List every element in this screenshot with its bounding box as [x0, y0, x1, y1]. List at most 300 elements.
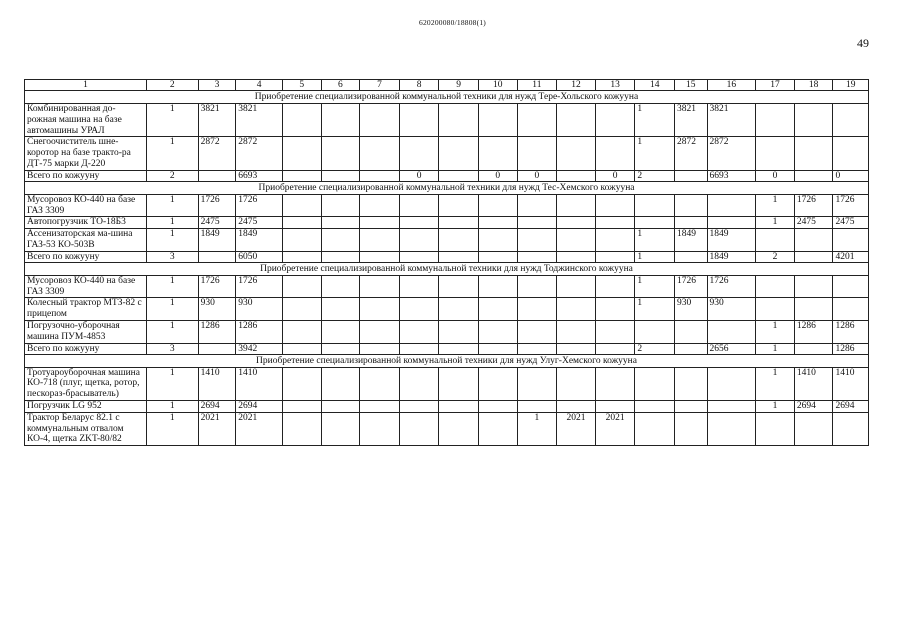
table-cell: [321, 229, 360, 252]
table-cell: [557, 217, 596, 229]
table-cell: 1: [146, 298, 198, 321]
table-cell: [399, 367, 439, 400]
table-cell: 1849: [236, 229, 283, 252]
table-cell: [399, 400, 439, 412]
table-cell: 930: [707, 298, 756, 321]
table-cell: [517, 298, 557, 321]
table-cell: 1: [146, 320, 198, 343]
row-label: Мусоровоз КО-440 на базе ГАЗ 3309: [25, 194, 147, 217]
table-cell: 1: [756, 217, 795, 229]
table-cell: [399, 275, 439, 298]
table-row: [25, 320, 869, 343]
table-cell: [439, 229, 479, 252]
table-cell: 2694: [794, 400, 833, 412]
table-cell: [399, 217, 439, 229]
document-id: 620200080/18808(1): [419, 18, 486, 27]
table-cell: 1726: [236, 275, 283, 298]
column-header: 1: [25, 80, 147, 91]
table-cell: 2021: [198, 412, 236, 445]
table-cell: [321, 343, 360, 354]
table-cell: [321, 298, 360, 321]
table-cell: 3821: [236, 104, 283, 137]
table-cell: [439, 320, 479, 343]
table-cell: [557, 343, 596, 354]
column-header: 17: [756, 80, 795, 91]
table-cell: 1: [756, 400, 795, 412]
table-cell: [756, 275, 795, 298]
table-body: [25, 80, 869, 446]
table-cell: [478, 194, 517, 217]
table-cell: [557, 275, 596, 298]
table-cell: [198, 251, 236, 262]
column-header: 8: [399, 80, 439, 91]
table-cell: [635, 194, 675, 217]
total-row: [25, 343, 869, 354]
table-cell: [595, 137, 635, 170]
table-cell: 930: [675, 298, 708, 321]
table-cell: 0: [399, 170, 439, 181]
table-cell: [360, 343, 400, 354]
table-cell: [557, 229, 596, 252]
column-header: 13: [595, 80, 635, 91]
table-cell: 4201: [833, 251, 869, 262]
table-cell: 1: [635, 298, 675, 321]
table-cell: 1: [756, 194, 795, 217]
table-cell: 0: [478, 170, 517, 181]
table-cell: 2872: [236, 137, 283, 170]
column-header: 15: [675, 80, 708, 91]
table-cell: [478, 412, 517, 445]
table-row: [25, 367, 869, 400]
table-cell: [321, 194, 360, 217]
table-cell: [478, 343, 517, 354]
table-cell: [675, 170, 708, 181]
table-cell: 2021: [595, 412, 635, 445]
table-cell: [321, 275, 360, 298]
table-cell: 1410: [833, 367, 869, 400]
table-cell: [557, 104, 596, 137]
table-cell: [517, 400, 557, 412]
table-cell: [399, 104, 439, 137]
table-cell: 2: [146, 170, 198, 181]
table-cell: 2475: [794, 217, 833, 229]
table-cell: [478, 400, 517, 412]
table-cell: [794, 298, 833, 321]
table-cell: [756, 104, 795, 137]
table-cell: [675, 194, 708, 217]
page-number: 49: [857, 36, 869, 50]
table-cell: [595, 275, 635, 298]
table-cell: [707, 412, 756, 445]
table-cell: 2: [756, 251, 795, 262]
table-cell: [517, 194, 557, 217]
table-cell: [675, 217, 708, 229]
table-cell: [321, 104, 360, 137]
table-cell: [321, 400, 360, 412]
table-cell: 1: [756, 367, 795, 400]
table-cell: [557, 194, 596, 217]
table-cell: [321, 137, 360, 170]
table-cell: 1726: [198, 194, 236, 217]
table-cell: [478, 298, 517, 321]
table-cell: [198, 343, 236, 354]
table-cell: [360, 412, 400, 445]
data-table: [24, 79, 869, 446]
table-cell: [439, 275, 479, 298]
table-cell: 1726: [236, 194, 283, 217]
table-cell: [517, 320, 557, 343]
table-cell: [321, 170, 360, 181]
table-cell: [794, 251, 833, 262]
table-row: [25, 412, 869, 445]
row-label: Комбинированная до-рожная машина на базе автомашины УРАЛ: [25, 104, 147, 137]
table-cell: [756, 412, 795, 445]
table-cell: 1: [146, 367, 198, 400]
table-cell: [635, 320, 675, 343]
table-cell: [360, 320, 400, 343]
table-cell: 2021: [236, 412, 283, 445]
table-cell: 6693: [236, 170, 283, 181]
column-header: 7: [360, 80, 400, 91]
table-cell: [282, 104, 321, 137]
column-header: 10: [478, 80, 517, 91]
table-cell: [833, 275, 869, 298]
row-label: Колесный трактор МТЗ-82 с прицепом: [25, 298, 147, 321]
table-cell: [321, 217, 360, 229]
table-cell: [282, 412, 321, 445]
row-label: Всего по кожууну: [25, 170, 147, 181]
table-cell: [399, 137, 439, 170]
table-row: [25, 104, 869, 137]
table-cell: [595, 104, 635, 137]
table-cell: [517, 251, 557, 262]
table-cell: [282, 320, 321, 343]
table-cell: [557, 137, 596, 170]
table-cell: 930: [198, 298, 236, 321]
table-cell: [517, 343, 557, 354]
table-cell: 3821: [707, 104, 756, 137]
table-cell: [321, 412, 360, 445]
table-cell: 1726: [198, 275, 236, 298]
table-cell: [282, 217, 321, 229]
table-cell: 1726: [707, 275, 756, 298]
column-header: 5: [282, 80, 321, 91]
table-row: [25, 298, 869, 321]
table-cell: [833, 412, 869, 445]
table-cell: [595, 298, 635, 321]
table-cell: [282, 367, 321, 400]
table-cell: 1849: [675, 229, 708, 252]
total-row: [25, 170, 869, 181]
table-cell: 1410: [794, 367, 833, 400]
table-cell: [282, 343, 321, 354]
table-cell: [478, 229, 517, 252]
table-cell: [282, 194, 321, 217]
table-cell: 2475: [198, 217, 236, 229]
table-cell: [282, 170, 321, 181]
table-cell: [833, 137, 869, 170]
table-cell: [794, 229, 833, 252]
table-cell: [756, 298, 795, 321]
table-cell: [517, 137, 557, 170]
table-cell: [439, 298, 479, 321]
table-cell: [595, 367, 635, 400]
table-cell: 2694: [236, 400, 283, 412]
table-cell: 1: [756, 343, 795, 354]
table-cell: [707, 217, 756, 229]
column-header: 19: [833, 80, 869, 91]
table-cell: 0: [517, 170, 557, 181]
table-cell: [794, 137, 833, 170]
table-cell: 2475: [833, 217, 869, 229]
column-header: 16: [707, 80, 756, 91]
table-cell: [557, 170, 596, 181]
table-cell: [707, 194, 756, 217]
table-cell: 1: [146, 217, 198, 229]
table-cell: [635, 412, 675, 445]
table-cell: [675, 320, 708, 343]
table-cell: 2021: [557, 412, 596, 445]
table-cell: 2872: [707, 137, 756, 170]
table-cell: [517, 217, 557, 229]
row-label: Всего по кожууну: [25, 251, 147, 262]
table-cell: 1: [635, 104, 675, 137]
column-header: 4: [236, 80, 283, 91]
table-cell: [635, 400, 675, 412]
table-cell: [399, 194, 439, 217]
table-cell: 1286: [198, 320, 236, 343]
column-header: 2: [146, 80, 198, 91]
table-cell: [439, 104, 479, 137]
table-cell: 0: [833, 170, 869, 181]
table-cell: 1286: [833, 320, 869, 343]
table-cell: 1286: [236, 320, 283, 343]
column-header: 11: [517, 80, 557, 91]
table-cell: [595, 343, 635, 354]
column-header-row: [25, 80, 869, 91]
table-cell: [439, 251, 479, 262]
table-cell: 6693: [707, 170, 756, 181]
table-cell: 2872: [675, 137, 708, 170]
table-row: [25, 400, 869, 412]
table-cell: [517, 275, 557, 298]
row-label: Тротуароуборочная машина КО-718 (плуг, щетка, ротор, пескораз-брасыватель): [25, 367, 147, 400]
table-cell: 3821: [675, 104, 708, 137]
table-cell: [439, 412, 479, 445]
table-cell: [478, 251, 517, 262]
table-cell: [707, 320, 756, 343]
table-cell: [675, 343, 708, 354]
table-cell: [439, 367, 479, 400]
table-cell: 1849: [198, 229, 236, 252]
table-cell: 1849: [707, 229, 756, 252]
table-cell: [321, 320, 360, 343]
table-cell: 1: [517, 412, 557, 445]
column-header: 12: [557, 80, 596, 91]
table-cell: [282, 251, 321, 262]
table-row: [25, 229, 869, 252]
table-cell: 930: [236, 298, 283, 321]
table-cell: [439, 400, 479, 412]
column-header: 14: [635, 80, 675, 91]
table-cell: 1: [146, 412, 198, 445]
section-title-row: [25, 262, 869, 275]
table-row: [25, 194, 869, 217]
table-cell: 3821: [198, 104, 236, 137]
table-cell: 0: [756, 170, 795, 181]
table-cell: 1726: [675, 275, 708, 298]
table-cell: 1: [635, 251, 675, 262]
table-cell: [282, 400, 321, 412]
table-cell: [478, 217, 517, 229]
table-cell: 0: [595, 170, 635, 181]
table-cell: [282, 298, 321, 321]
table-cell: 1: [146, 137, 198, 170]
section-title-row: [25, 181, 869, 194]
table-cell: [439, 217, 479, 229]
table-cell: [399, 343, 439, 354]
table-cell: [360, 251, 400, 262]
table-cell: [360, 217, 400, 229]
table-cell: [439, 170, 479, 181]
table-cell: 1726: [794, 194, 833, 217]
table-cell: [321, 251, 360, 262]
table-cell: 3: [146, 251, 198, 262]
table-cell: [794, 343, 833, 354]
table-cell: [360, 367, 400, 400]
table-cell: [756, 229, 795, 252]
table-cell: 1410: [236, 367, 283, 400]
row-label: Погрузочно-уборочная машина ПУМ-4853: [25, 320, 147, 343]
section-title-row: [25, 354, 869, 367]
section-title: Приобретение специализированной коммунальной техники для нужд Тере-Хольского кожууна: [25, 91, 869, 104]
table-cell: [557, 251, 596, 262]
table-cell: [360, 104, 400, 137]
table-cell: [794, 170, 833, 181]
table-cell: [635, 217, 675, 229]
table-cell: [756, 137, 795, 170]
table-cell: [675, 251, 708, 262]
table-cell: [595, 229, 635, 252]
table-cell: 6050: [236, 251, 283, 262]
column-header: 3: [198, 80, 236, 91]
column-header: 18: [794, 80, 833, 91]
table-cell: [360, 400, 400, 412]
table-row: [25, 275, 869, 298]
row-label: Снегоочиститель шне-коротор на базе тракто-ра ДТ-75 марки Д-220: [25, 137, 147, 170]
row-label: Автопогрузчик ТО-18Б3: [25, 217, 147, 229]
table-cell: [198, 170, 236, 181]
column-header: 9: [439, 80, 479, 91]
table-cell: 1286: [794, 320, 833, 343]
table-cell: [282, 137, 321, 170]
table-cell: [833, 104, 869, 137]
table-cell: [517, 229, 557, 252]
table-cell: [399, 251, 439, 262]
table-cell: 2: [635, 343, 675, 354]
table-cell: [557, 400, 596, 412]
table-cell: [439, 137, 479, 170]
section-title: Приобретение специализированной коммунальной техники для нужд Тоджинского кожууна: [25, 262, 869, 275]
table-cell: [399, 229, 439, 252]
row-label: Мусоровоз КО-440 на базе ГАЗ 3309: [25, 275, 147, 298]
table-cell: 2694: [198, 400, 236, 412]
table-cell: 1: [146, 275, 198, 298]
section-title: Приобретение специализированной коммунальной техники для нужд Тес-Хемского кожууна: [25, 181, 869, 194]
table-cell: 2475: [236, 217, 283, 229]
table-cell: [557, 367, 596, 400]
table-cell: [635, 367, 675, 400]
row-label: Всего по кожууну: [25, 343, 147, 354]
table-cell: [707, 367, 756, 400]
table-cell: [360, 275, 400, 298]
table-cell: 1286: [833, 343, 869, 354]
table-cell: [517, 367, 557, 400]
table-row: [25, 217, 869, 229]
table-cell: [517, 104, 557, 137]
table-cell: 2: [635, 170, 675, 181]
table-cell: [833, 298, 869, 321]
table-cell: [478, 320, 517, 343]
row-label: Трактор Беларус 82.1 с коммунальным отвалом КО-4, щетка ZKT-80/82: [25, 412, 147, 445]
table-cell: [794, 412, 833, 445]
table-cell: 1849: [707, 251, 756, 262]
table-cell: [794, 104, 833, 137]
table-cell: [595, 400, 635, 412]
table-cell: [595, 251, 635, 262]
table-cell: 1: [146, 104, 198, 137]
table-cell: [282, 229, 321, 252]
table-cell: [478, 275, 517, 298]
table-cell: 2872: [198, 137, 236, 170]
table-cell: [595, 217, 635, 229]
table-cell: [595, 320, 635, 343]
column-header: 6: [321, 80, 360, 91]
table-cell: [478, 367, 517, 400]
section-title-row: [25, 91, 869, 104]
table-cell: 1: [146, 194, 198, 217]
table-cell: 1: [756, 320, 795, 343]
table-cell: [557, 320, 596, 343]
table-cell: 1726: [833, 194, 869, 217]
table-cell: [439, 343, 479, 354]
row-label: Ассенизаторская ма-шина ГАЗ-53 КО-503В: [25, 229, 147, 252]
table-cell: 1: [146, 400, 198, 412]
table-cell: [478, 137, 517, 170]
table-cell: [833, 229, 869, 252]
table-cell: 1: [635, 275, 675, 298]
table-cell: [399, 320, 439, 343]
table-cell: 2656: [707, 343, 756, 354]
table-cell: 1: [635, 229, 675, 252]
table-cell: 1: [146, 229, 198, 252]
table-cell: [439, 194, 479, 217]
table-cell: [707, 400, 756, 412]
table-cell: [360, 194, 400, 217]
table-cell: [595, 194, 635, 217]
table-row: [25, 137, 869, 170]
table-cell: [282, 275, 321, 298]
table-cell: 1: [635, 137, 675, 170]
table-cell: [360, 229, 400, 252]
table-cell: [557, 298, 596, 321]
table-cell: 1410: [198, 367, 236, 400]
section-title: Приобретение специализированной коммунальной техники для нужд Улуг-Хемского кожууна: [25, 354, 869, 367]
table-cell: [360, 170, 400, 181]
table-cell: [675, 367, 708, 400]
table-cell: [675, 412, 708, 445]
table-cell: [360, 137, 400, 170]
